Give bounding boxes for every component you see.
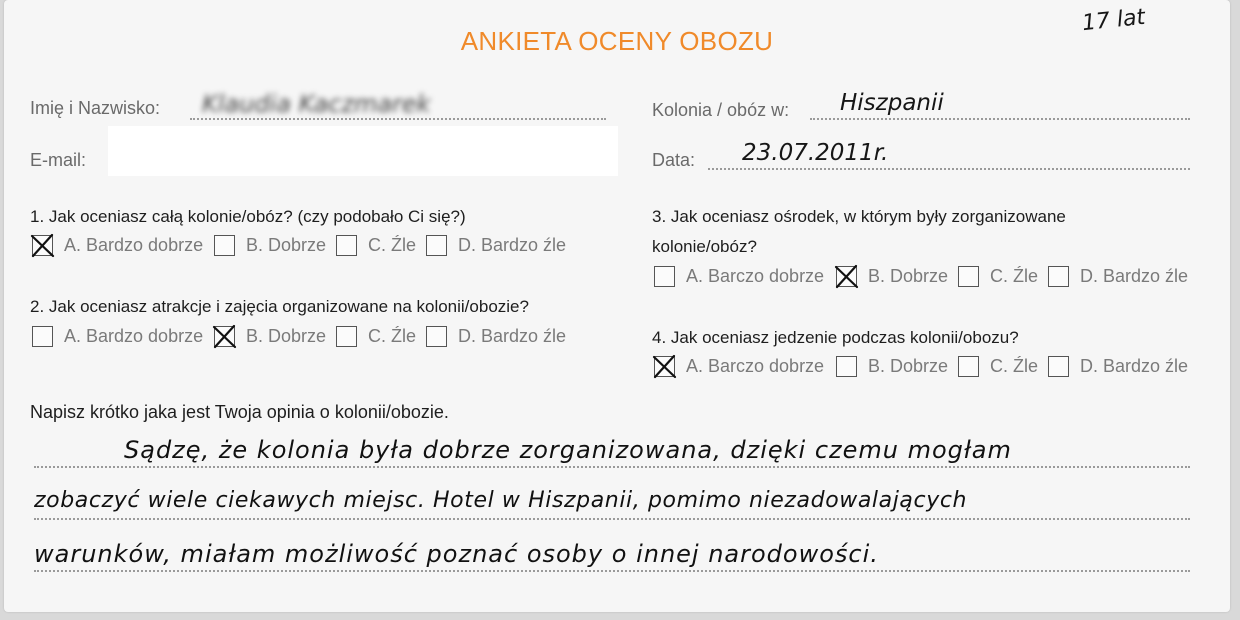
q3-option-b-checkbox[interactable] [836, 266, 857, 287]
camp-label: Kolonia / obóz w: [652, 100, 790, 120]
q2-option-c[interactable] [336, 326, 416, 347]
opinion-line-1: Sądzę, że kolonia była dobrze zorganizowana, dzięki czemu mogłam [124, 436, 1012, 464]
q4-option-a[interactable] [654, 356, 824, 377]
q1-option-a-checkbox[interactable] [32, 235, 53, 256]
q2-option-a-checkbox[interactable] [32, 326, 53, 347]
opinion-line-3-dots [34, 570, 1190, 572]
q3-option-a-checkbox[interactable] [654, 266, 675, 287]
q2-option-a[interactable] [32, 326, 203, 347]
q3-option-d-checkbox[interactable] [1048, 266, 1069, 287]
q1-option-d-label: D. Bardzo źle [458, 235, 567, 255]
checkmark-x-icon [30, 233, 55, 258]
date-value: 23.07.2011r. [742, 140, 889, 166]
q2-option-d-checkbox[interactable] [426, 326, 447, 347]
q1-option-c-checkbox[interactable] [336, 235, 357, 256]
checkmark-x-icon [652, 354, 677, 379]
q2-option-d[interactable] [426, 326, 566, 347]
q4-option-b[interactable] [836, 356, 948, 377]
q3-option-b-label: B. Dobrze [868, 266, 949, 286]
q3-option-a[interactable] [654, 266, 824, 287]
opinion-line-3: warunków, miałam możliwość poznać osoby o innej narodowości. [34, 540, 879, 568]
q4-option-d[interactable] [1048, 356, 1188, 377]
q1-option-c-label: C. Źle [368, 235, 417, 255]
q3-option-d-label: D. Bardzo źle [1080, 266, 1189, 286]
date-label: Data: [652, 150, 696, 170]
camp-value: Hiszpanii [840, 90, 944, 116]
question-1-text: 1. Jak oceniasz całą kolonie/obóz? (czy podobało Ci się?) [30, 207, 466, 226]
name-label: Imię i Nazwisko: [30, 98, 161, 118]
email-redaction [108, 126, 618, 176]
q3-option-b[interactable] [836, 266, 948, 287]
q4-option-c[interactable] [958, 356, 1038, 377]
q2-option-a-label: A. Bardzo dobrze [64, 326, 204, 346]
q2-option-c-checkbox[interactable] [336, 326, 357, 347]
opinion-line-2-dots [34, 518, 1190, 520]
q1-option-a[interactable] [32, 235, 203, 256]
age-note: 17 lat [1080, 4, 1147, 37]
q3-option-c-checkbox[interactable] [958, 266, 979, 287]
q4-option-a-label: A. Barczo dobrze [686, 356, 825, 376]
q3-option-a-label: A. Barczo dobrze [686, 266, 825, 286]
q1-option-c[interactable] [336, 235, 416, 256]
q4-option-c-checkbox[interactable] [958, 356, 979, 377]
checkmark-x-icon [212, 324, 237, 349]
q1-option-b-label: B. Dobrze [246, 235, 327, 255]
q2-option-b[interactable] [214, 326, 326, 347]
q4-option-c-label: C. Źle [990, 356, 1039, 376]
question-4-text: 4. Jak oceniasz jedzenie podczas kolonii/obozu? [652, 328, 1019, 347]
q1-option-b[interactable] [214, 235, 326, 256]
opinion-line-1-dots [34, 466, 1190, 468]
survey-card [4, 0, 1230, 612]
name-dotted-line [190, 118, 606, 120]
q3-option-c[interactable] [958, 266, 1038, 287]
q4-option-b-label: B. Dobrze [868, 356, 949, 376]
opinion-line-2: zobaczyć wiele ciekawych miejsc. Hotel w Hiszpanii, pomimo niezadowalających [34, 488, 968, 513]
checkmark-x-icon [834, 264, 859, 289]
q2-option-c-label: C. Źle [368, 326, 417, 346]
question-3-text-line2: kolonie/obóz? [652, 237, 757, 256]
q4-option-d-label: D. Bardzo źle [1080, 356, 1189, 376]
q2-option-d-label: D. Bardzo źle [458, 326, 567, 346]
date-dotted-line [708, 168, 1190, 170]
q4-option-d-checkbox[interactable] [1048, 356, 1069, 377]
q4-option-a-checkbox[interactable] [654, 356, 675, 377]
q3-option-c-label: C. Źle [990, 266, 1039, 286]
q1-option-a-label: A. Bardzo dobrze [64, 235, 204, 255]
q1-option-d-checkbox[interactable] [426, 235, 447, 256]
q3-option-d[interactable] [1048, 266, 1188, 287]
q4-option-b-checkbox[interactable] [836, 356, 857, 377]
q2-option-b-checkbox[interactable] [214, 326, 235, 347]
name-value: Klaudia Kaczmarek [202, 90, 431, 118]
question-2-text: 2. Jak oceniasz atrakcje i zajęcia organizowane na kolonii/obozie? [30, 297, 529, 316]
email-label: E-mail: [30, 150, 87, 170]
opinion-prompt: Napisz krótko jaka jest Twoja opinia o kolonii/obozie. [30, 402, 449, 422]
form-title: ANKIETA OCENY OBOZU [460, 26, 774, 56]
q1-option-d[interactable] [426, 235, 566, 256]
question-3-text-line1: 3. Jak oceniasz ośrodek, w którym były zorganizowane [652, 207, 1066, 226]
q1-option-b-checkbox[interactable] [214, 235, 235, 256]
camp-dotted-line [810, 118, 1190, 120]
q2-option-b-label: B. Dobrze [246, 326, 327, 346]
